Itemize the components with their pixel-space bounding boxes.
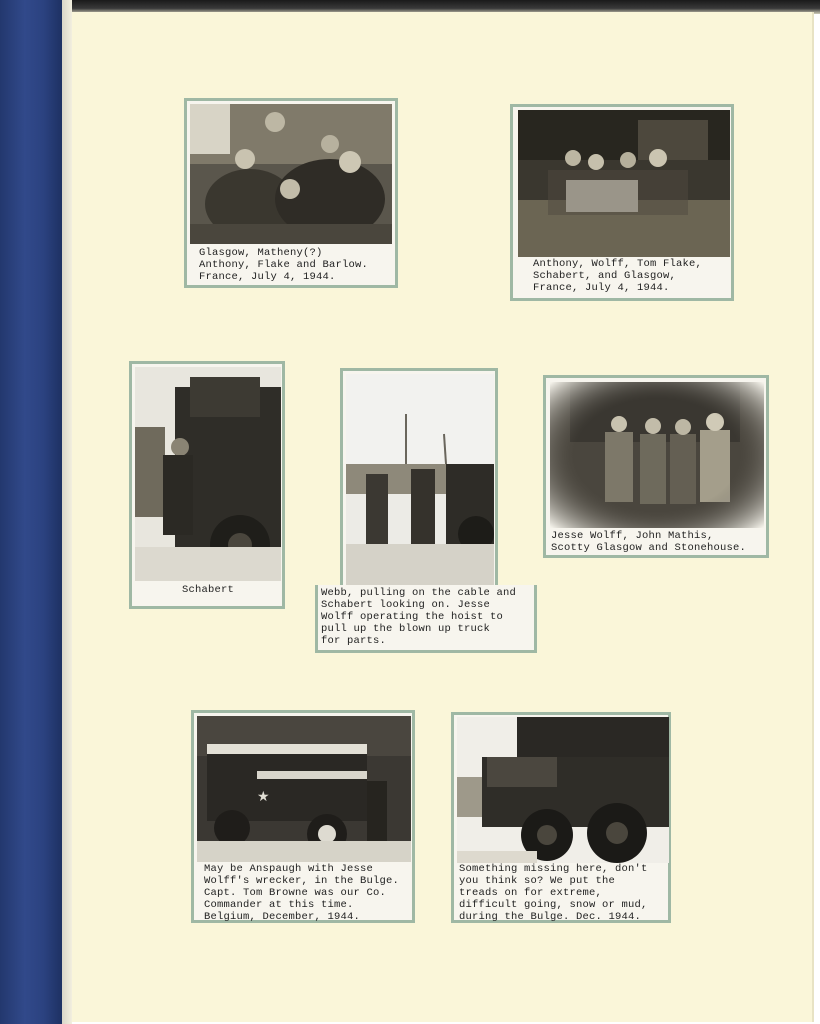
photo-hoist-snow: [346, 374, 494, 588]
photo-card-1: [184, 98, 398, 288]
album-spine: [0, 0, 62, 1024]
photo-four-soldiers: [550, 382, 764, 528]
photo-card-6: [191, 710, 415, 923]
caption-photo-1: Glasgow, Matheny(?) Anthony, Flake and Barlow. France, July 4, 1944.: [199, 247, 369, 283]
photo-card-4-upper: [340, 368, 498, 590]
caption-photo-2: Anthony, Wolff, Tom Flake, Schabert, and Glasgow, France, July 4, 1944.: [533, 258, 703, 294]
svg-text:★: ★: [257, 789, 270, 805]
photo-schabert-truck: [135, 367, 281, 581]
caption-photo-3: Schabert: [181, 584, 234, 596]
caption-photo-4: Webb, pulling on the cable and Schabert looking on. Jesse Wolff operating the hoist to pull up the blown up truck for parts.: [321, 587, 517, 647]
photo-card-3: [129, 361, 285, 609]
caption-photo-6: May be Anspaugh with Jesse Wolff's wrecker, in the Bulge. Capt. Tom Browne was our Co. Commander at this time. Belgium, December, 1944.: [204, 863, 400, 923]
caption-photo-7: Something missing here, don't you think so? We put the treads on for extreme, difficult going, snow or mud, during the Bulge. Dec. 1944.: [459, 863, 648, 923]
photo-card-7: [451, 712, 671, 923]
photo-card-5: [543, 375, 769, 558]
photo-card-2: [510, 104, 734, 301]
photo-card-4-caption: [315, 585, 537, 653]
photo-soldiers-group-1: [190, 104, 392, 244]
caption-photo-5: Jesse Wolff, John Mathis, Scotty Glasgow and Stonehouse.: [551, 530, 747, 554]
photo-wrecker-bulge: [197, 716, 411, 862]
photo-treaded-truck: [457, 717, 669, 863]
photo-soldiers-reading: [518, 110, 730, 257]
album-spine-edge: [62, 0, 72, 1024]
